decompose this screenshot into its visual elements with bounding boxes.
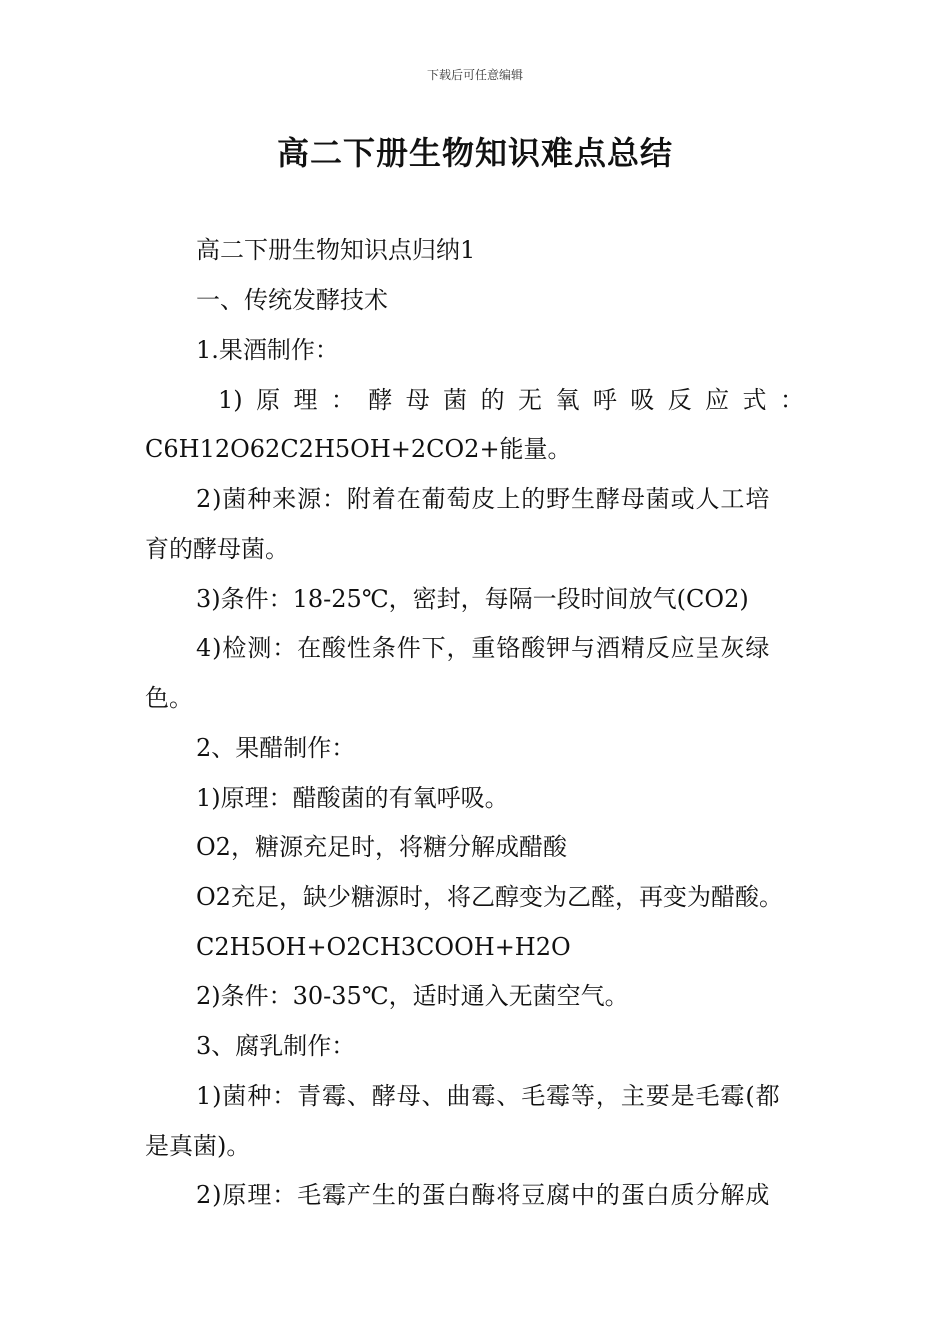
paragraph-line: 4)检测：在酸性条件下，重铬酸钾与酒精反应呈灰绿 bbox=[196, 634, 771, 662]
paragraph-line: 育的酵母菌。 bbox=[145, 535, 289, 563]
justified-char: 理 bbox=[293, 386, 318, 414]
justified-char: 菌 bbox=[443, 386, 468, 414]
justified-char: 的 bbox=[480, 386, 505, 414]
justified-char: 式 bbox=[742, 386, 767, 414]
paragraph-line: 2)菌种来源：附着在葡萄皮上的野生酵母菌或人工培 bbox=[196, 485, 771, 513]
justified-char: 母 bbox=[405, 386, 430, 414]
header-note: 下载后可任意编辑 bbox=[426, 68, 523, 82]
justified-char: 1) bbox=[218, 386, 243, 414]
subsection-heading: 2、果醋制作： bbox=[196, 734, 356, 762]
paragraph-line: C6H12O62C2H5OH+2CO2+能量。 bbox=[145, 435, 572, 463]
section-heading: 一、传统发酵技术 bbox=[196, 286, 388, 314]
paragraph-line: 2)条件：30-35℃，适时通入无菌空气。 bbox=[196, 982, 629, 1010]
equation-line: C2H5OH+O2CH3COOH+H2O bbox=[196, 933, 571, 961]
paragraph-line: 1)菌种：青霉、酵母、曲霉、毛霉等，主要是毛霉(都 bbox=[196, 1082, 781, 1110]
justified-char: 应 bbox=[705, 386, 730, 414]
justified-char: 吸 bbox=[630, 386, 655, 414]
subsection-heading: 1.果酒制作： bbox=[196, 336, 339, 364]
justified-char: 反 bbox=[667, 386, 692, 414]
justified-char: 无 bbox=[518, 386, 543, 414]
paragraph-line: 3)条件：18-25℃，密封，每隔一段时间放气(CO2) bbox=[196, 585, 749, 613]
paragraph-line: 是真菌)。 bbox=[145, 1132, 251, 1160]
paragraph-line: 色。 bbox=[145, 684, 193, 712]
paragraph-line bbox=[218, 385, 804, 415]
document-title: 高二下册生物知识难点总结 bbox=[276, 134, 673, 172]
paragraph-line: O2充足，缺少糖源时，将乙醇变为乙醛，再变为醋酸。 bbox=[196, 883, 783, 911]
paragraph-line: 1)原理：醋酸菌的有氧呼吸。 bbox=[196, 784, 509, 812]
justified-char: ： bbox=[330, 386, 355, 414]
subsection-heading: 3、腐乳制作： bbox=[196, 1032, 356, 1060]
paragraph-line: 2)原理：毛霉产生的蛋白酶将豆腐中的蛋白质分解成 bbox=[196, 1181, 771, 1209]
section-heading: 高二下册生物知识点归纳1 bbox=[196, 236, 476, 264]
justified-char: 呼 bbox=[592, 386, 617, 414]
justified-char: ： bbox=[779, 386, 804, 414]
justified-char: 酵 bbox=[368, 386, 393, 414]
justified-char: 原 bbox=[256, 386, 281, 414]
paragraph-line: O2，糖源充足时，将糖分解成醋酸 bbox=[196, 833, 567, 861]
justified-char: 氧 bbox=[555, 386, 580, 414]
